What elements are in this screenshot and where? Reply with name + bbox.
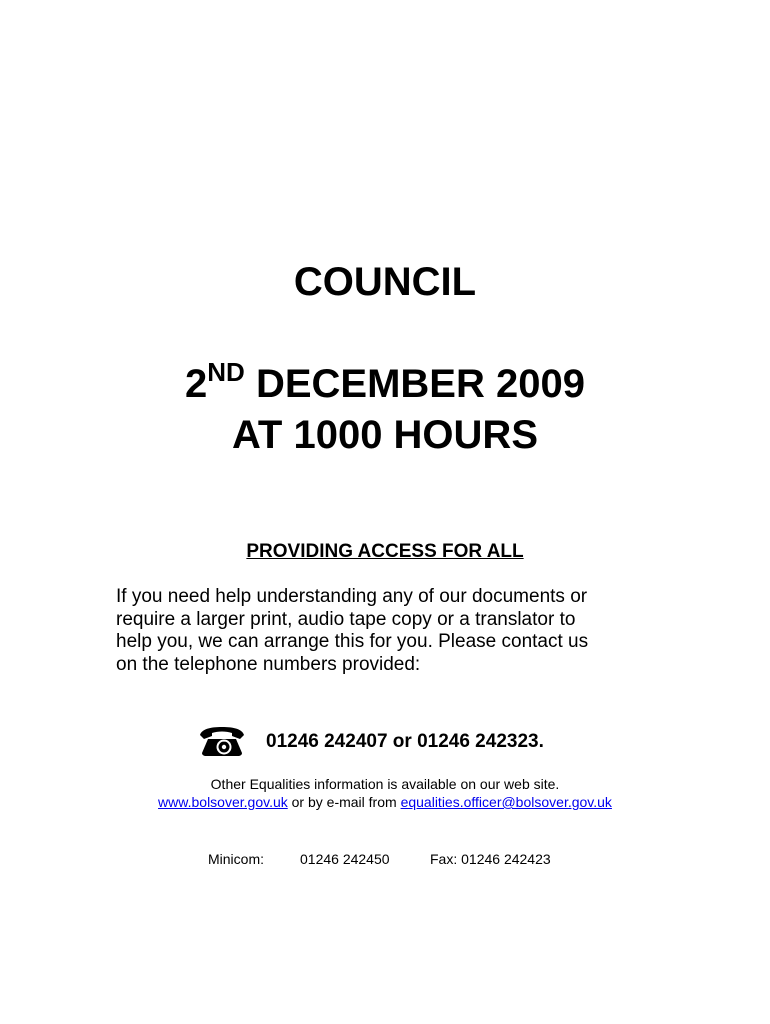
link-connector: or by e-mail from (287, 794, 401, 810)
date-day: 2 (185, 362, 208, 406)
meeting-time: AT 1000 HOURS (231, 413, 538, 457)
access-paragraph (116, 586, 646, 676)
equalities-info (0, 775, 770, 811)
phone-numbers: 01246 242407 or 01246 242323. (266, 731, 544, 752)
fax-number: Fax: 01246 242423 (430, 851, 551, 867)
date-ordinal: ND (207, 357, 245, 387)
access-line: If you need help understanding any of our documents or (116, 586, 588, 607)
minicom-label: Minicom: (208, 851, 265, 867)
date-rest: DECEMBER 2009 (244, 362, 585, 406)
equalities-info-text: Other Equalities information is available on our web site. (210, 776, 560, 792)
contact-links-row (0, 793, 770, 811)
meeting-date (0, 357, 770, 411)
email-link[interactable]: equalities.officer@bolsover.gov.uk (400, 794, 612, 810)
minicom-fax-row (208, 850, 551, 868)
meeting-title: COUNCIL (293, 260, 477, 304)
website-link[interactable]: www.bolsover.gov.uk (158, 794, 288, 810)
access-line: on the telephone numbers provided: (116, 653, 421, 675)
access-line: help you, we can arrange this for you. Please contact us (116, 631, 589, 652)
access-line: require a larger print, audio tape copy or a translator to (116, 608, 576, 630)
minicom-number: 01246 242450 (300, 851, 390, 867)
phone-contact (196, 725, 544, 759)
access-heading: PROVIDING ACCESS FOR ALL (246, 541, 524, 562)
telephone-icon (196, 727, 248, 757)
